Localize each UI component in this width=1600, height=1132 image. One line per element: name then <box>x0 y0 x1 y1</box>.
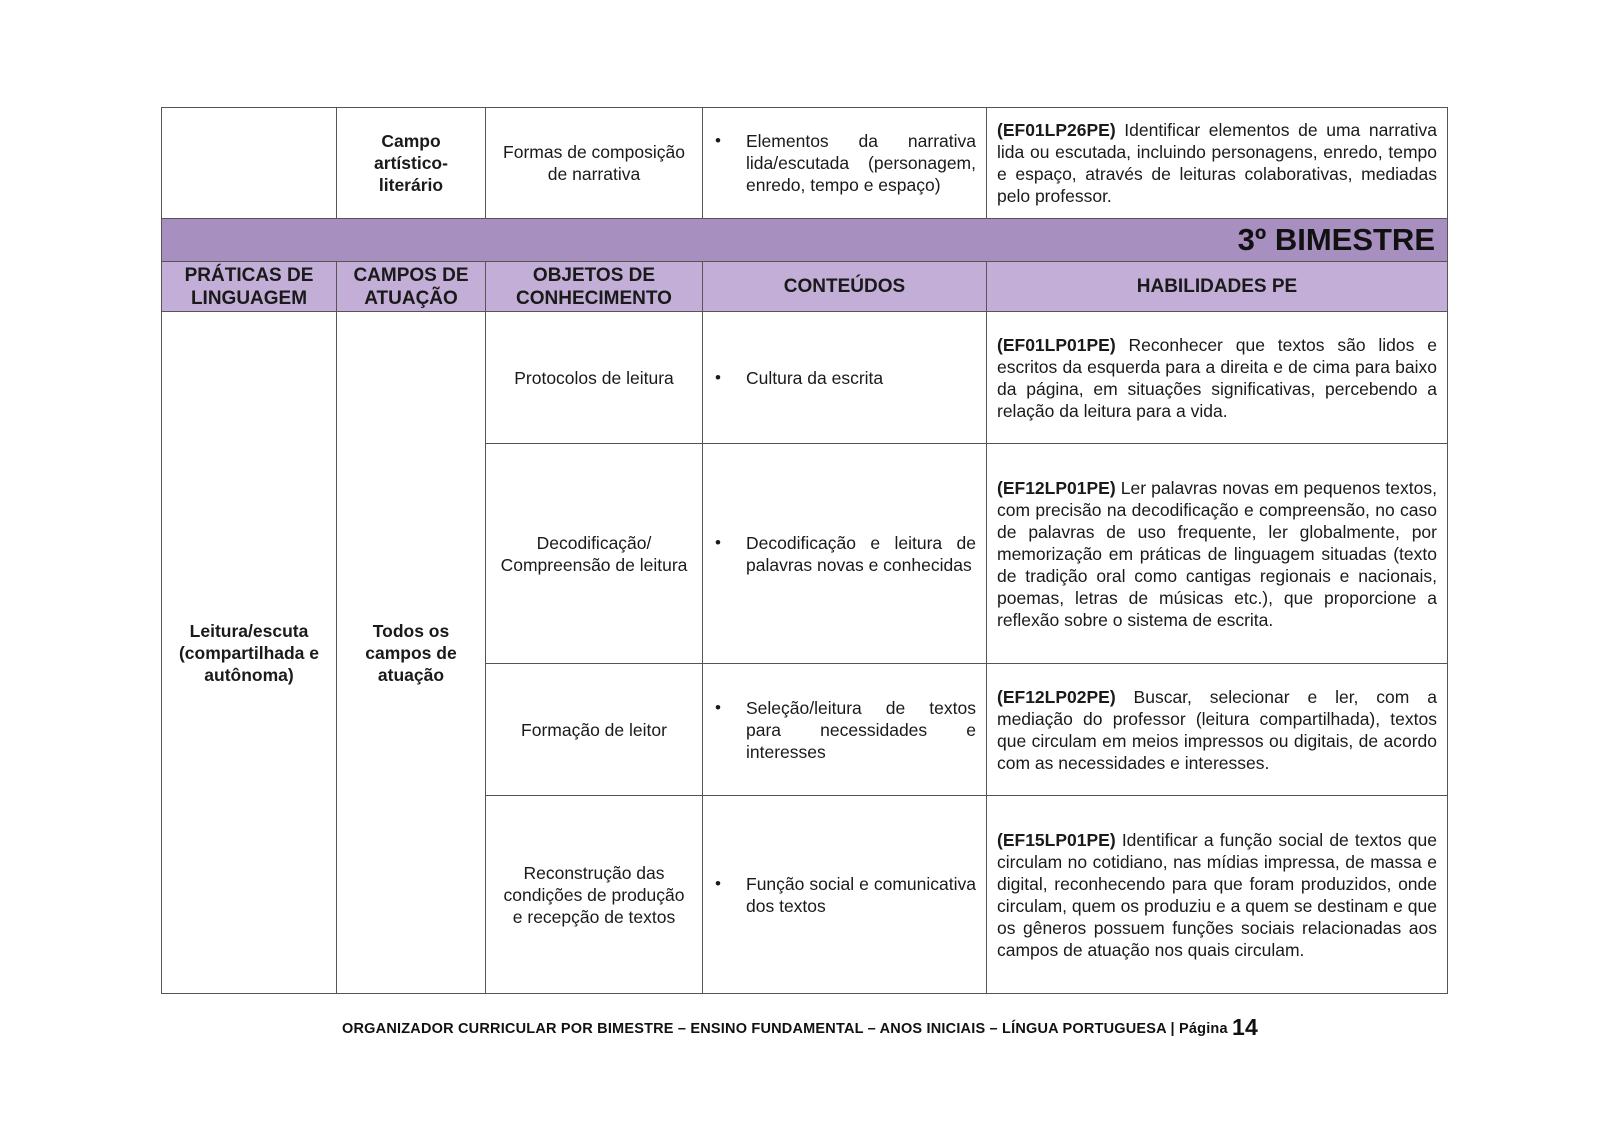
objeto-cell: Formação de leitor <box>486 664 703 796</box>
page-number: 14 <box>1231 1014 1258 1040</box>
conteudo-bullet: • Decodificação e leitura de palavras novas e conhecidas <box>703 532 976 576</box>
conteudo-bullet: • Seleção/leitura de textos para necessidades e interesses <box>703 697 976 763</box>
curriculum-table <box>161 107 1448 994</box>
conteudo-cell <box>703 312 987 444</box>
habilidade-code: (EF15LP01PE) <box>997 829 1116 850</box>
habilidade-cell <box>987 444 1448 664</box>
habilidade-text: Identificar elementos de uma narrativa lida ou escutada, incluindo personagens, enredo, tempo e espaço, através de leituras colaborativas, mediadas pelo professor. <box>997 120 1437 206</box>
conteudo-bullet: • Elementos da narrativa lida/escutada (personagem, enredo, tempo e espaço) <box>703 130 976 196</box>
objeto-cell: Decodificação/ Compreensão de leitura <box>486 444 703 664</box>
table-row <box>162 312 1448 444</box>
header-campos: CAMPOS DE ATUAÇÃO <box>337 262 486 312</box>
conteudo-cell <box>703 796 987 994</box>
pratica-cell: Leitura/escuta (compartilhada e autônoma) <box>162 312 337 994</box>
conteudo-cell <box>703 444 987 664</box>
header-objetos: OBJETOS DE CONHECIMENTO <box>486 262 703 312</box>
campo-cell: Campo artístico-literário <box>337 108 486 219</box>
habilidade-code: (EF12LP01PE) <box>997 477 1116 498</box>
header-conteudos: CONTEÚDOS <box>703 262 987 312</box>
habilidade-cell <box>987 664 1448 796</box>
conteudo-bullet: • Função social e comunicativa dos textos <box>703 873 976 917</box>
conteudo-cell <box>703 664 987 796</box>
header-habilidades: HABILIDADES PE <box>987 262 1448 312</box>
objeto-cell: Reconstrução das condições de produção e recepção de textos <box>486 796 703 994</box>
habilidade-cell <box>987 796 1448 994</box>
page-footer <box>0 1014 1600 1041</box>
habilidade-code: (EF01LP26PE) <box>997 120 1116 140</box>
habilidade-text: Ler palavras novas em pequenos textos, com precisão na decodificação e compreensão, no caso de palavras de uso frequente, ler globalmente, por memorização em práticas de linguagem situadas (texto de tradição oral como cantigas regionais e nacionais, poemas, letras de músicas etc.), que proporcione a reflexão sobre o sistema de escrita. <box>997 477 1437 630</box>
objeto-cell: Formas de composição de narrativa <box>486 108 703 219</box>
bimestre-band <box>162 219 1448 262</box>
habilidade-cell <box>987 312 1448 444</box>
conteudo-cell <box>703 108 987 219</box>
header-praticas: PRÁTICAS DE LINGUAGEM <box>162 262 337 312</box>
bimestre-title: 3º BIMESTRE <box>162 219 1448 262</box>
campo-cell: Todos os campos de atuação <box>337 312 486 994</box>
header-row <box>162 262 1448 312</box>
footer-text: ORGANIZADOR CURRICULAR POR BIMESTRE – ENSINO FUNDAMENTAL – ANOS INICIAIS – LÍNGUA PORTUGUESA | Página <box>342 1021 1228 1037</box>
habilidade-text: Buscar, selecionar e ler, com a mediação do professor (leitura compartilhada), textos que circulam em meios impressos ou digitais, de acordo com as necessidades e interesses. <box>997 686 1437 773</box>
table-row <box>162 108 1448 219</box>
habilidade-cell <box>987 108 1448 219</box>
habilidade-text: Identificar a função social de textos que circulam no cotidiano, nas mídias impressa, de massa e digital, reconhecendo para que foram produzidos, onde circulam, quem os produziu e a quem se destinam e que os gêneros possuem funções sociais relacionadas aos campos de atuação nos quais circulam. <box>997 829 1437 960</box>
empty-cell <box>162 108 337 219</box>
objeto-cell: Protocolos de leitura <box>486 312 703 444</box>
habilidade-code: (EF01LP01PE) <box>997 334 1116 355</box>
habilidade-text: Reconhecer que textos são lidos e escritos da esquerda para a direita e de cima para baixo da página, em situações significativas, percebendo a relação da leitura para a vida. <box>997 334 1437 421</box>
conteudo-bullet: • Cultura da escrita <box>703 367 976 389</box>
habilidade-code: (EF12LP02PE) <box>997 686 1116 707</box>
